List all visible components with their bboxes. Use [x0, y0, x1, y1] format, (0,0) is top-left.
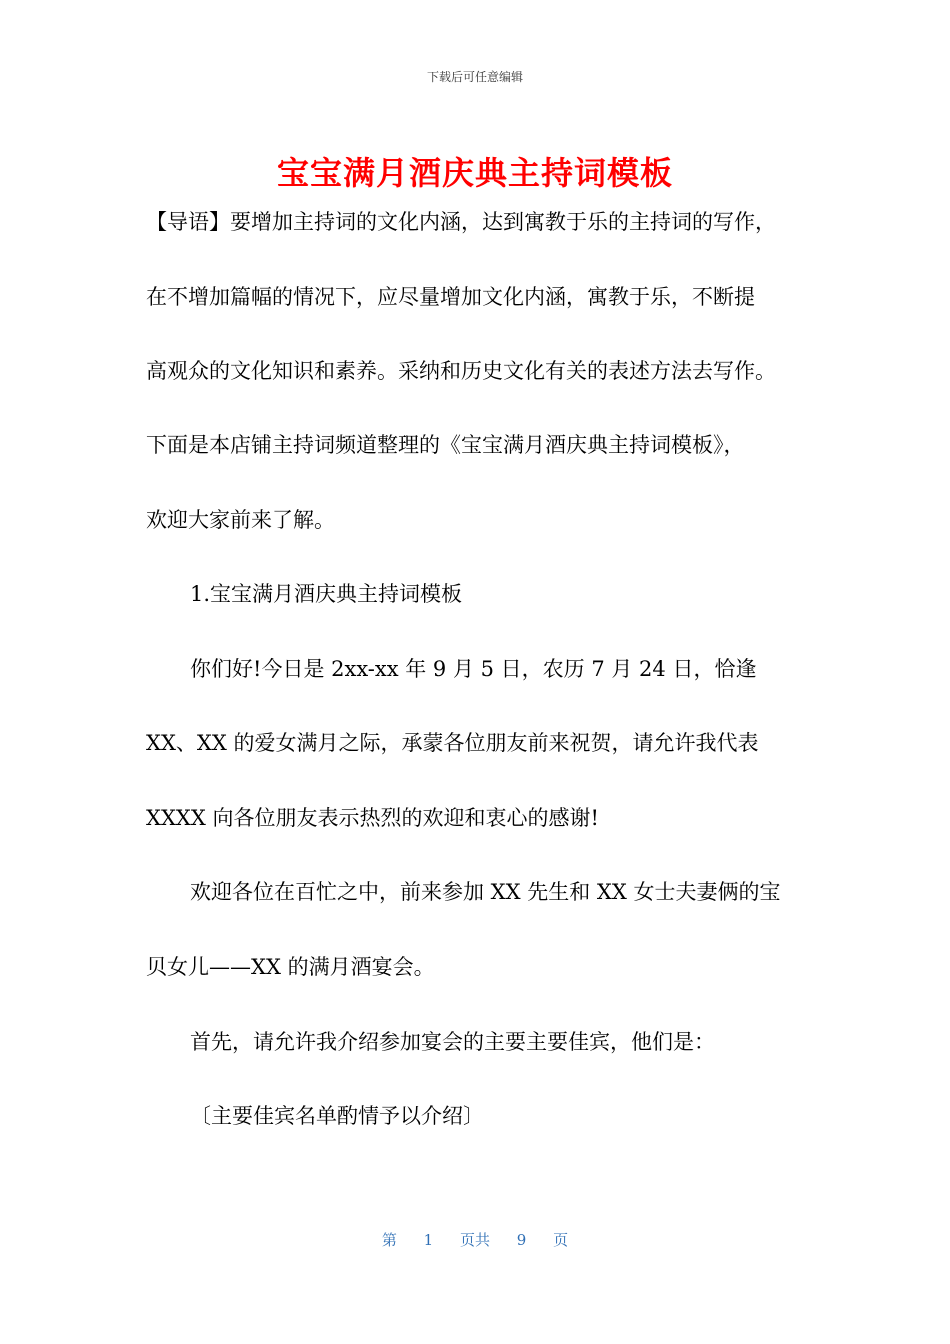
- footer-page-prefix: 第: [381, 1231, 397, 1249]
- paragraph-line: XXXX 向各位朋友表示热烈的欢迎和衷心的感谢!: [146, 806, 599, 830]
- paragraph-line: 高观众的文化知识和素养。采纳和历史文化有关的表述方法去写作。: [146, 359, 776, 383]
- footer-page-number: 1: [423, 1231, 434, 1249]
- document-title: 宝宝满月酒庆典主持词模板: [276, 154, 673, 192]
- paragraph-line: 贝女儿——XX 的满月酒宴会。: [146, 955, 435, 979]
- footer-page-suffix: 页: [553, 1231, 569, 1249]
- paragraph-line: 首先，请允许我介绍参加宴会的主要主要佳宾，他们是：: [190, 1030, 715, 1054]
- footer-page-total: 9: [516, 1231, 527, 1249]
- paragraph-line: XX、XX 的爱女满月之际，承蒙各位朋友前来祝贺，请允许我代表: [146, 731, 759, 755]
- paragraph-line: 欢迎各位在百忙之中，前来参加 XX 先生和 XX 女士夫妻俩的宝: [190, 880, 781, 904]
- page-footer: [0, 1229, 950, 1250]
- paragraph-line: 下面是本店铺主持词频道整理的《宝宝满月酒庆典主持词模板》，: [146, 433, 745, 457]
- footer-page-mid: 页共: [459, 1231, 490, 1249]
- header-note: 下载后可任意编辑: [426, 70, 523, 84]
- paragraph-line: 在不增加篇幅的情况下，应尽量增加文化内涵，寓教于乐，不断提: [146, 285, 755, 309]
- paragraph-line: 〔主要佳宾名单酌情予以介绍〕: [190, 1104, 484, 1128]
- paragraph-line: 【导语】要增加主持词的文化内涵，达到寓教于乐的主持词的写作，: [146, 210, 776, 234]
- section-heading: 1.宝宝满月酒庆典主持词模板: [190, 582, 463, 606]
- paragraph-line: 欢迎大家前来了解。: [146, 508, 335, 532]
- paragraph-line: 你们好!今日是 2xx-xx 年 9 月 5 日，农历 7 月 24 日，恰逢: [190, 657, 757, 681]
